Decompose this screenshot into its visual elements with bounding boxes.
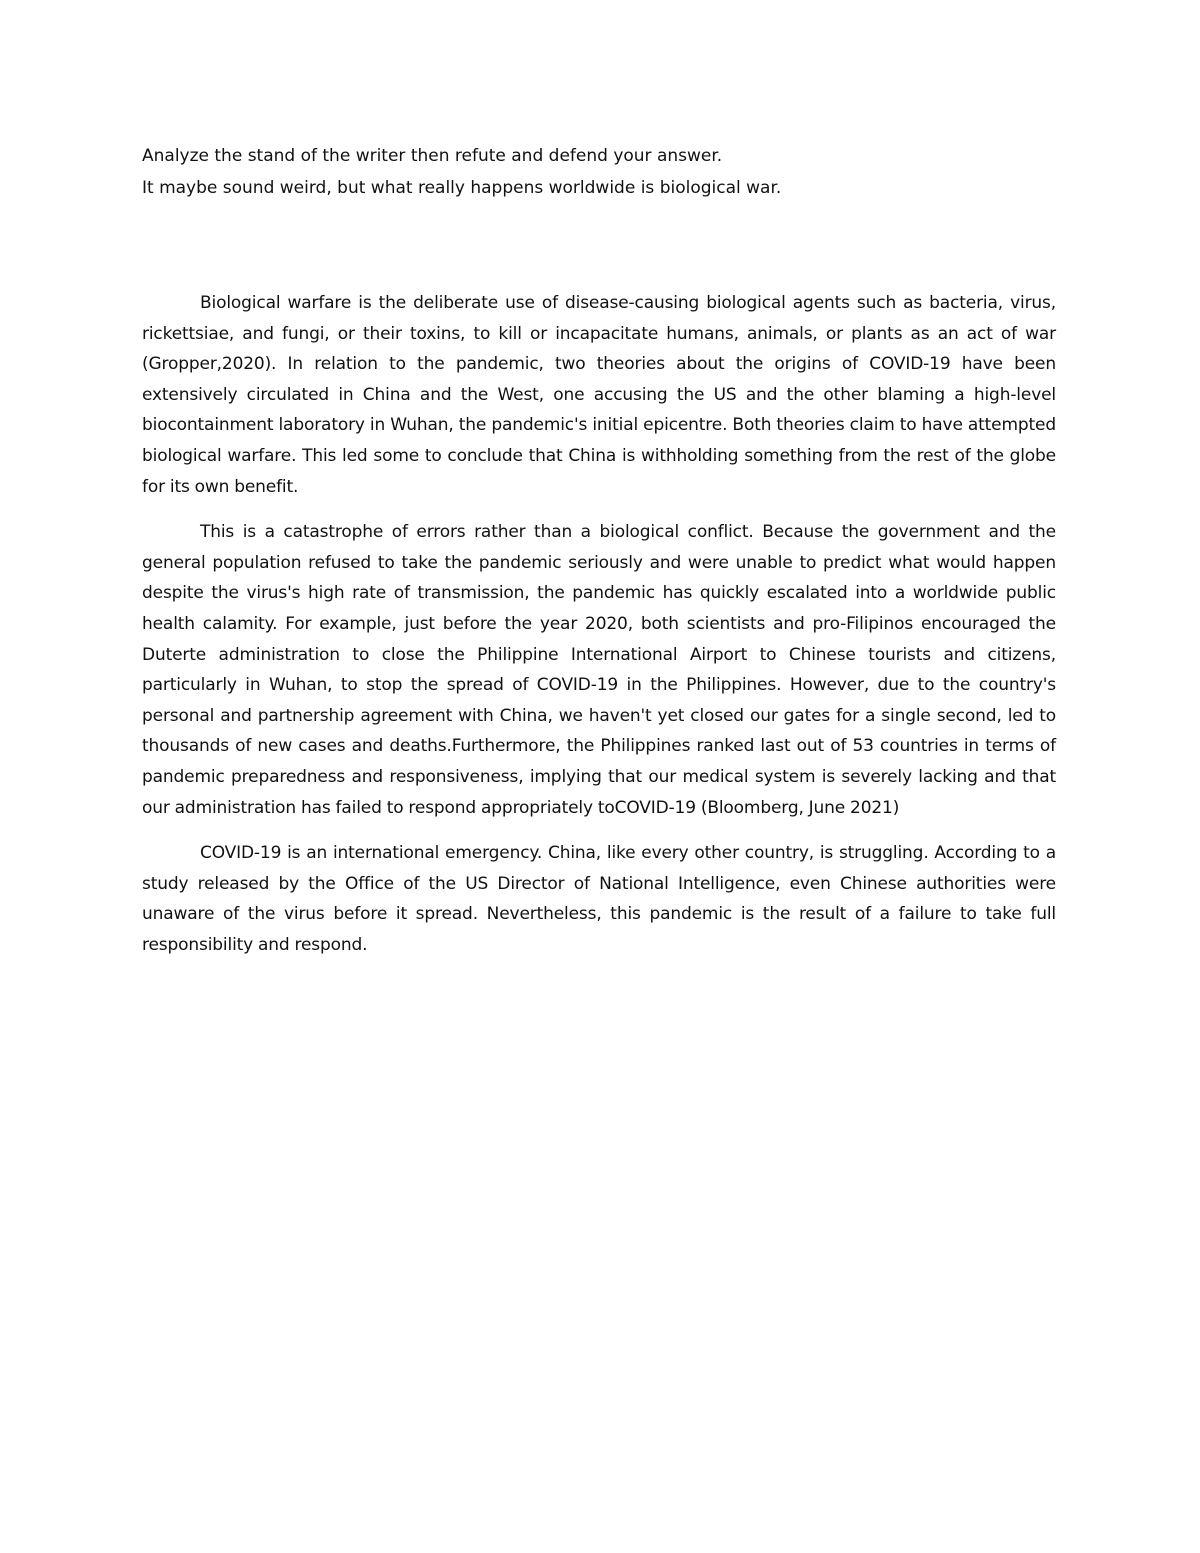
paragraph-catastrophe-of-errors: This is a catastrophe of errors rather than a biological conflict. Because the government and the general population refused to take the pandemic seriously and were unable to predict what would happen despite the virus's high rate of transmission, the pandemic has quickly escalated into a worldwide public health calamity. For example, just before the year 2020, both scientists and pro-Filipinos encouraged the Duterte administration to close the Philippine International Airport to Chinese tourists and citizens, particularly in Wuhan, to stop the spread of COVID-19 in the Philippines. However, due to the country's personal and partnership agreement with China, we haven't yet closed our gates for a single second, led to thousands of new cases and deaths.Furthermore, the Philippines ranked last out of 53 countries in terms of pandemic preparedness and responsiveness, implying that our medical system is severely lacking and that our administration has failed to respond appropriately toCOVID-19 (Bloomberg, June 2021) — [142, 522, 1056, 818]
writer-claim: It maybe sound weird, but what really happens worldwide is biological war. — [142, 178, 782, 198]
assignment-prompt: Analyze the stand of the writer then refute and defend your answer. — [142, 146, 723, 166]
document-body — [142, 144, 1056, 960]
paragraph-biological-warfare: Biological warfare is the deliberate use of disease-causing biological agents such as bacteria, virus, rickettsiae, and fungi, or their toxins, to kill or incapacitate humans, animals, or plants as an act of war (Gropper,2020). In relation to the pandemic, two theories about the origins of COVID-19 have been extensively circulated in China and the West, one accusing the US and the other blaming a high-level biocontainment laboratory in Wuhan, the pandemic's initial epicentre. Both theories claim to have attempted biological warfare. This led some to conclude that China is withholding something from the rest of the globe for its own benefit. — [142, 293, 1056, 497]
paragraph-international-emergency: COVID-19 is an international emergency. China, like every other country, is struggling. According to a study released by the Office of the US Director of National Intelligence, even Chinese authorities were unaware of the virus before it spread. Nevertheless, this pandemic is the result of a failure to take full responsibility and respond. — [142, 843, 1056, 955]
